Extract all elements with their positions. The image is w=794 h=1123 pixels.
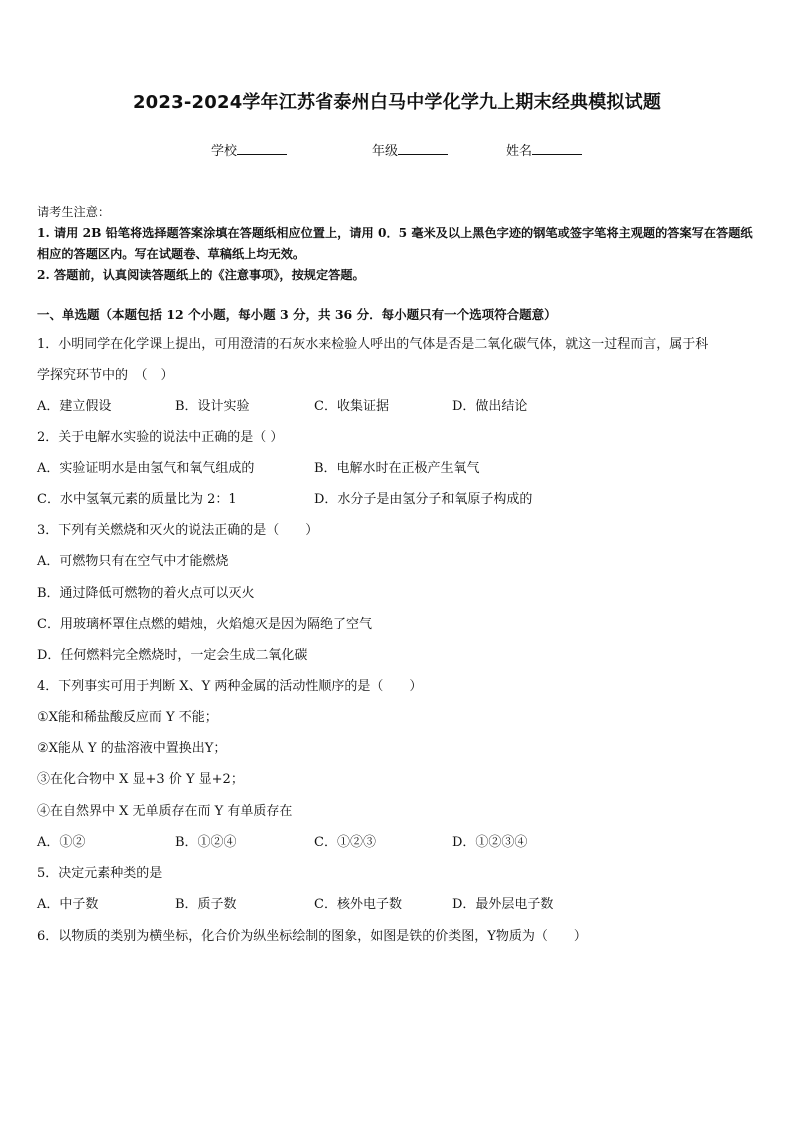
q4-fact-2: ②X能从 Y 的盐溶液中置换出Y； — [37, 741, 227, 756]
q5-option-a: A．中子数 — [37, 897, 99, 912]
q3-option-d: D．任何燃料完全燃烧时，一定会生成二氧化碳 — [37, 648, 308, 663]
q4-fact-4: ④在自然界中 X 无单质存在而 Y 有单质存在 — [37, 804, 293, 819]
question-1-text-cont: 学探究环节中的 （ ） — [37, 368, 174, 383]
q5-option-c: C．核外电子数 — [314, 897, 402, 912]
name-field — [506, 140, 582, 159]
q4-option-a: A．①② — [37, 835, 86, 850]
q4-option-d: D．①②③④ — [452, 835, 528, 850]
q1-option-c: C．收集证据 — [314, 399, 389, 414]
q3-option-a: A．可燃物只有在空气中才能燃烧 — [37, 554, 229, 569]
q4-fact-1: ①X能和稀盐酸反应而 Y 不能； — [37, 710, 218, 725]
q1-option-b: B．设计实验 — [175, 399, 250, 414]
school-label: 学校 — [211, 144, 238, 159]
page-title: 2023-2024学年江苏省泰州白马中学化学九上期末经典模拟试题 — [132, 92, 662, 113]
q3-option-c: C．用玻璃杯罩住点燃的蜡烛，火焰熄灭是因为隔绝了空气 — [37, 617, 372, 632]
notice-heading: 请考生注意： — [37, 205, 111, 219]
grade-field — [372, 140, 448, 159]
question-6-text: 6．以物质的类别为横坐标，化合价为纵坐标绘制的图象，如图是铁的价类图，Y物质为（ ） — [37, 929, 587, 944]
question-1-text: 1．小明同学在化学课上提出，可用澄清的石灰水来检验人呼出的气体是否是二氧化碳气体，就这一过程而言，属于科 — [37, 337, 709, 352]
question-3-text: 3．下列有关燃烧和灭火的说法正确的是（ ） — [37, 523, 319, 538]
notice-item-2: 2. 答题前，认真阅读答题纸上的《注意事项》，按规定答题。 — [37, 268, 365, 282]
q4-option-c: C．①②③ — [314, 835, 376, 850]
question-4-text: 4．下列事实可用于判断 X、Y 两种金属的活动性顺序的是（ ） — [37, 679, 423, 694]
q5-option-b: B．质子数 — [175, 897, 237, 912]
q4-fact-3: ③在化合物中 X 显+3 价 Y 显+2； — [37, 772, 244, 787]
q1-option-d: D．做出结论 — [452, 399, 528, 414]
school-blank — [237, 154, 287, 155]
q2-option-b: B．电解水时在正极产生氧气 — [314, 461, 480, 476]
school-field — [211, 140, 287, 159]
notice-item-1: 1. 请用 2B 铅笔将选择题答案涂填在答题纸相应位置上，请用 0．5 毫米及以上黑色字迹的钢笔或签字笔将主观题的答案写在答题纸相应的答题区内。写在试题卷、草稿纸上均无效。 — [37, 226, 753, 261]
q1-option-a: A．建立假设 — [37, 399, 112, 414]
section-heading: 一、单选题（本题包括 12 个小题，每小题 3 分，共 36 分．每小题只有一个选项符合题意） — [37, 307, 557, 322]
q2-option-a: A．实验证明水是由氢气和氧气组成的 — [37, 461, 255, 476]
q2-option-d: D．水分子是由氢分子和氧原子构成的 — [314, 492, 533, 507]
notice-block — [37, 202, 759, 286]
name-blank — [532, 154, 582, 155]
q2-option-c: C．水中氢氧元素的质量比为 2：1 — [37, 492, 237, 507]
q4-option-b: B．①②④ — [175, 835, 237, 850]
grade-blank — [398, 154, 448, 155]
name-label: 姓名 — [506, 144, 533, 159]
q3-option-b: B．通过降低可燃物的着火点可以灭火 — [37, 586, 255, 601]
q5-option-d: D．最外层电子数 — [452, 897, 554, 912]
question-5-text: 5．决定元素种类的是 — [37, 866, 163, 881]
grade-label: 年级 — [372, 144, 399, 159]
question-2-text: 2．关于电解水实验的说法中正确的是（ ） — [37, 430, 284, 445]
